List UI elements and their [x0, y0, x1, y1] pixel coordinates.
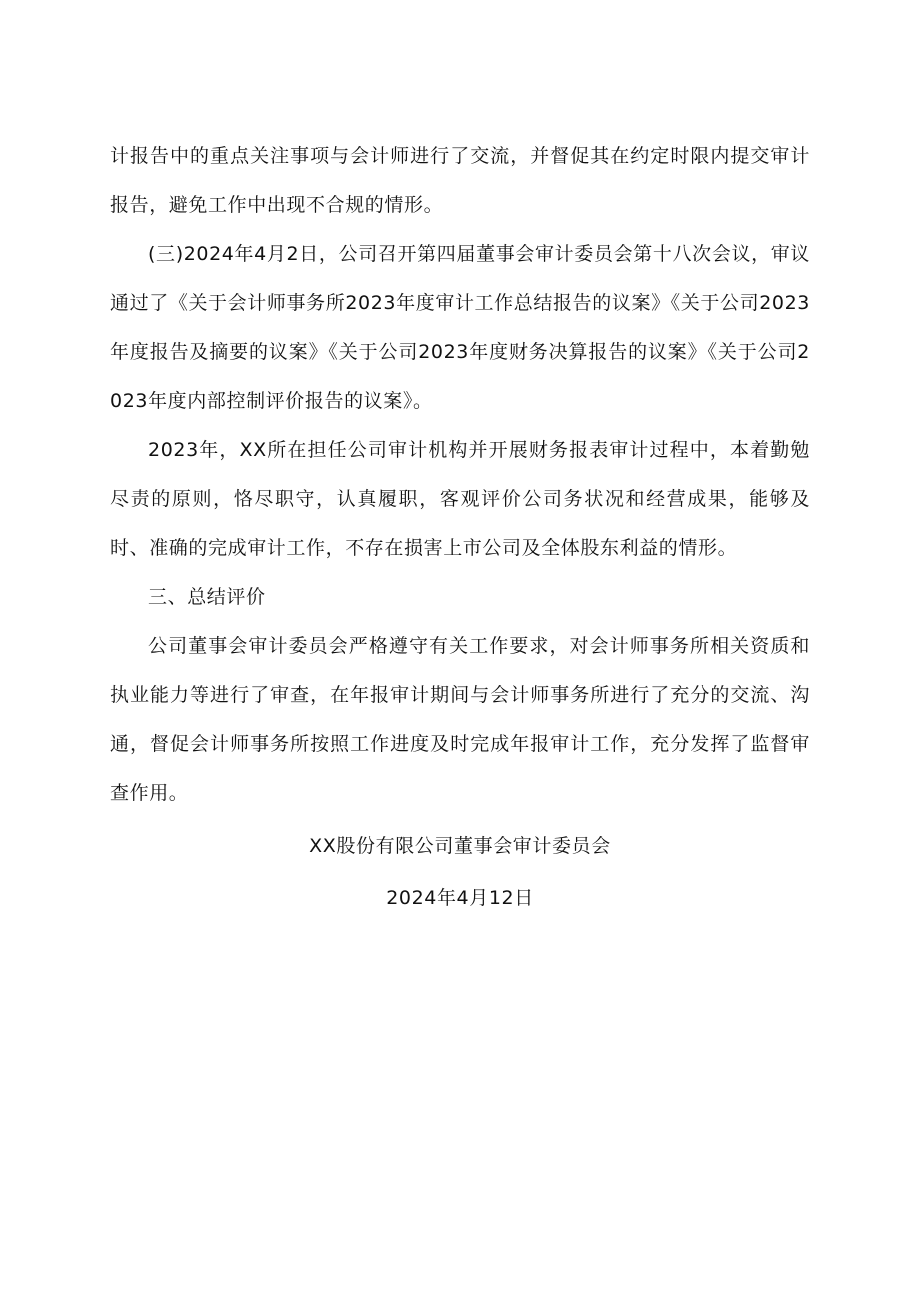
document-body: [110, 132, 810, 818]
signature-date: 2024年4月12日: [386, 887, 534, 909]
paragraph-summary: 公司董事会审计委员会严格遵守有关工作要求，对会计师事务所相关资质和执业能力等进行了审查，在年报审计期间与会计师事务所进行了充分的交流、沟通，督促会计师事务所按照工作进度及时完成年报审计工作，充分发挥了监督审查作用。: [110, 635, 810, 804]
paragraph-auditor-assessment: 2023年，XX所在担任公司审计机构并开展财务报表审计过程中，本着勤勉尽责的原则，恪尽职守，认真履职，客观评价公司务状况和经营成果，能够及时、准确的完成审计工作，不存在损害上市公司及全体股东利益的情形。: [110, 439, 810, 559]
section-heading-summary: 三、总结评价: [148, 586, 266, 608]
paragraph-meeting-item-3: (三)2024年4月2日，公司召开第四届董事会审计委员会第十八次会议，审议通过了《关于会计师事务所2023年度审计工作总结报告的议案》《关于公司2023年度报告及摘要的议案》《关于公司2023年度财务决算报告的议案》《关于公司2023年度内部控制评价报告的议案》。: [110, 243, 810, 412]
signature-organization: XX股份有限公司董事会审计委员会: [309, 835, 611, 857]
paragraph-continuation: 计报告中的重点关注事项与会计师进行了交流，并督促其在约定时限内提交审计报告，避免工作中出现不合规的情形。: [110, 145, 810, 216]
